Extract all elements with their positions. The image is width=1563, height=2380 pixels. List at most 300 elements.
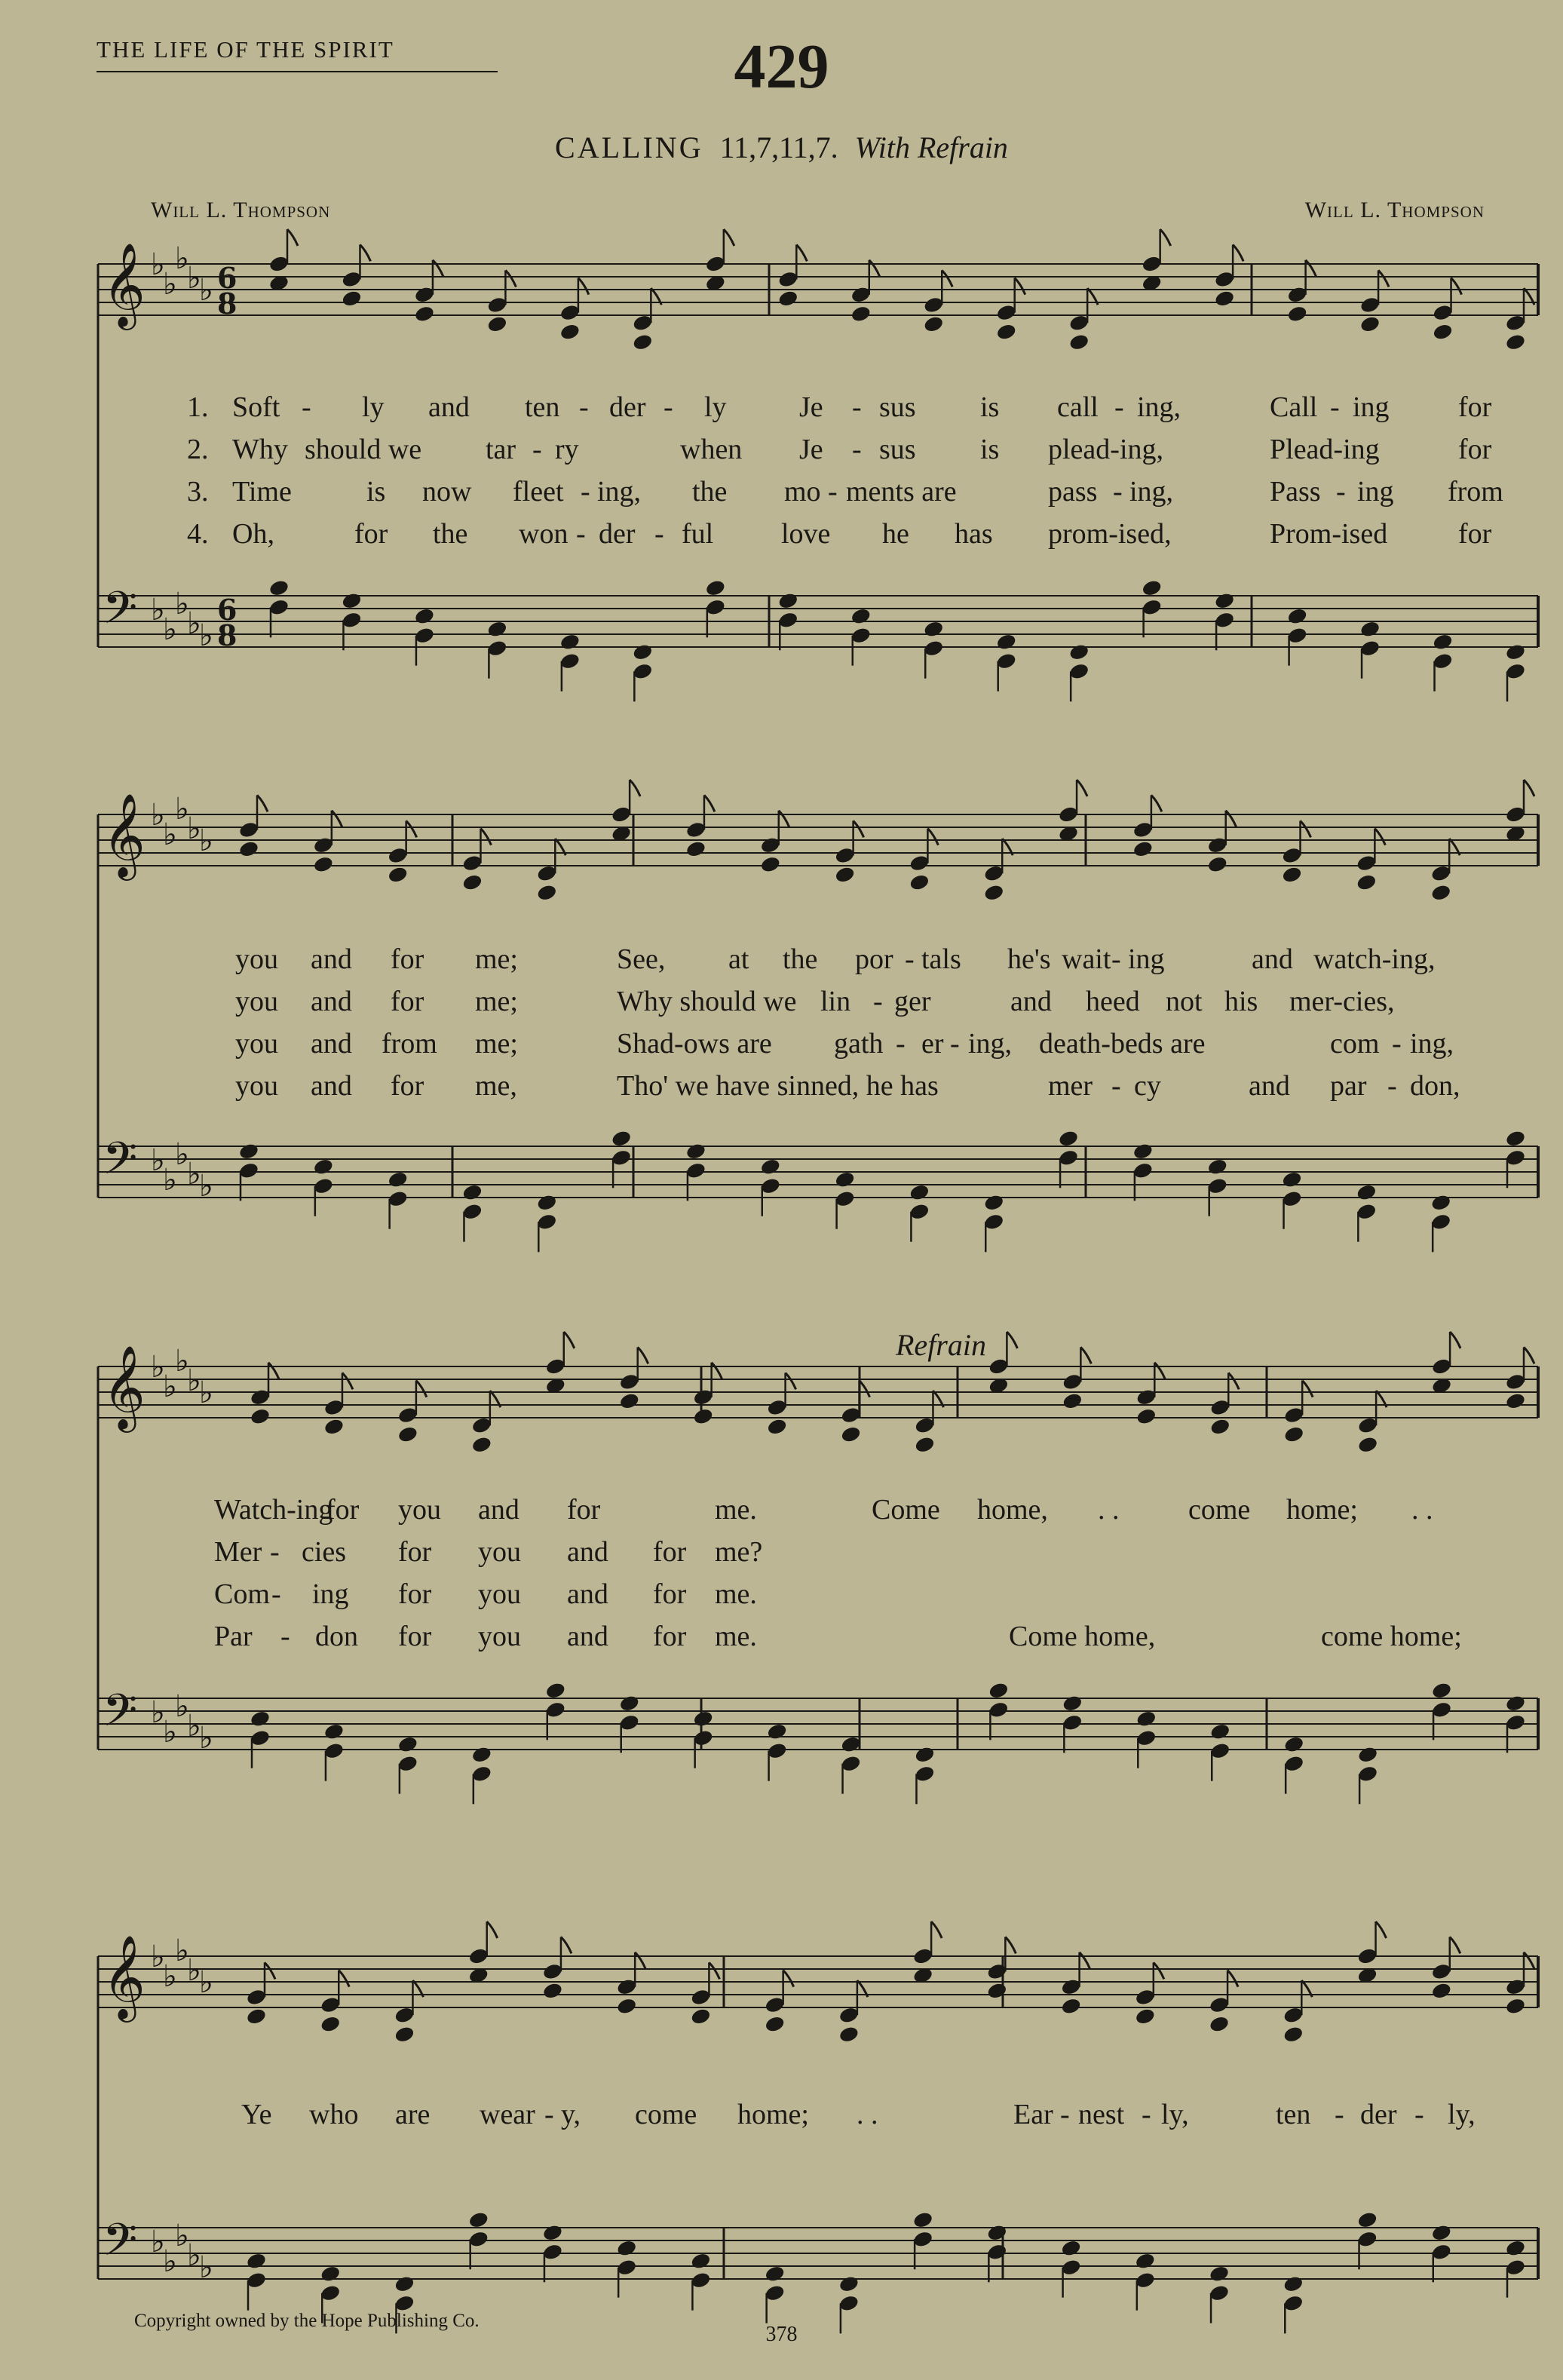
lyric-syllable: . .: [1411, 1494, 1433, 1526]
lyric-syllable: Je: [799, 391, 823, 423]
flat-sign: ♭: [175, 1137, 189, 1172]
lyric-syllable: cy: [1134, 1070, 1161, 1102]
lyric-syllable: -: [581, 476, 590, 508]
lyric-syllable: you: [478, 1536, 521, 1568]
note-flag: [1226, 811, 1237, 827]
notehead: [1068, 643, 1090, 661]
note-flag: [709, 1962, 719, 1979]
note-flag: [1015, 278, 1025, 295]
notehead: [1068, 333, 1090, 351]
lyric-syllable: -: [1336, 476, 1346, 508]
notehead: [1357, 1745, 1379, 1764]
notehead: [690, 2252, 712, 2271]
lyric-syllable: you: [478, 1578, 521, 1610]
notehead: [690, 2007, 712, 2026]
lyric-syllable: sus: [879, 434, 916, 465]
lyric-syllable: Why should we: [617, 986, 797, 1017]
lyric-syllable: -: [654, 518, 664, 550]
lyric-syllable: he: [882, 518, 909, 550]
lyric-syllable: -: [544, 2099, 554, 2130]
lyric-syllable: not: [1166, 986, 1203, 1017]
lyric-syllable: Plead-ing: [1270, 434, 1380, 465]
lyric-syllable: er: [921, 1028, 944, 1060]
note-flag: [265, 1962, 275, 1979]
lyric-syllable: ful: [682, 518, 714, 550]
notehead: [1283, 2025, 1304, 2044]
lyric-syllable: par: [1330, 1070, 1367, 1102]
notehead: [986, 2223, 1008, 2242]
lyric-syllable: and: [1010, 986, 1052, 1017]
notehead: [397, 1735, 419, 1754]
lyric-syllable: -: [1142, 2099, 1151, 2130]
notehead: [909, 873, 930, 892]
notehead: [1505, 1129, 1527, 1148]
flat-sign: ♭: [163, 267, 177, 302]
notehead: [1432, 633, 1454, 652]
verse-number: 3.: [187, 476, 209, 508]
note-flag: [564, 1332, 575, 1348]
notehead: [1359, 315, 1381, 334]
note-flag: [635, 1952, 645, 1969]
note-flag: [783, 1971, 794, 1987]
notehead: [536, 1193, 558, 1212]
note-flag: [1007, 1332, 1017, 1348]
lyric-syllable: home;: [1286, 1494, 1358, 1526]
lyric-syllable: Shad-ows are: [617, 1028, 772, 1060]
note-flag: [1154, 1962, 1164, 1979]
lyric-syllable: come home;: [1321, 1621, 1462, 1652]
notehead: [387, 1170, 409, 1189]
lyric-syllable: -: [873, 986, 883, 1017]
verse-number: 1.: [187, 391, 209, 423]
note-flag: [786, 1372, 796, 1389]
lyric-syllable: -: [950, 1028, 960, 1060]
note-flag: [578, 278, 589, 295]
flat-sign: ♭: [187, 811, 201, 846]
lyric-syllable: lin: [820, 986, 851, 1017]
lyric-syllable: watch-ing,: [1313, 943, 1436, 975]
notehead: [313, 855, 335, 874]
lyric-syllable: and: [567, 1578, 608, 1610]
notehead: [692, 1710, 714, 1728]
notehead: [1357, 1435, 1379, 1454]
notehead: [238, 1142, 260, 1161]
notehead: [1214, 591, 1236, 610]
notehead: [923, 315, 945, 334]
notehead: [840, 1425, 862, 1444]
lyric-syllable: the: [433, 518, 468, 550]
lyric-syllable: you: [235, 943, 278, 975]
flat-sign: ♭: [163, 2244, 177, 2279]
lyric-syllable: -: [1113, 476, 1123, 508]
notehead: [995, 633, 1017, 652]
notehead: [542, 1982, 564, 2001]
lyric-syllable: is: [980, 391, 1000, 423]
notehead: [1135, 1407, 1157, 1426]
flat-sign: ♭: [175, 1344, 189, 1379]
lyric-syllable: See,: [617, 943, 666, 975]
lyric-syllable: mer: [1048, 1070, 1093, 1102]
bass-clef: 𝄢: [103, 1684, 138, 1747]
note-flag: [1077, 780, 1087, 796]
lyric-syllable: Come home,: [1009, 1621, 1156, 1652]
meter: 11,7,11,7.: [719, 130, 838, 164]
flat-sign: ♭: [187, 261, 201, 296]
lyric-syllable: tar: [486, 434, 516, 465]
note-flag: [1451, 278, 1462, 295]
notehead: [764, 2265, 786, 2283]
lyric-syllable: for: [398, 1621, 432, 1652]
lyric-syllable: and: [428, 391, 470, 423]
lyric-syllable: come: [635, 2099, 697, 2130]
lyric-syllable: when: [680, 434, 743, 465]
flat-sign: ♭: [151, 247, 165, 282]
notehead: [461, 1183, 483, 1202]
lyric-syllable: from: [1448, 476, 1503, 508]
notehead: [1281, 1170, 1303, 1189]
notehead: [1058, 1129, 1080, 1148]
notehead: [759, 855, 781, 874]
notehead: [1430, 883, 1452, 902]
notehead: [834, 866, 856, 885]
lyric-syllable: -: [280, 1621, 290, 1652]
lyric-syllable: Com: [214, 1578, 270, 1610]
flat-sign: ♭: [187, 2238, 201, 2273]
notehead: [323, 1418, 345, 1437]
notehead: [559, 323, 581, 342]
lyric-syllable: y,: [561, 2099, 581, 2130]
lyric-syllable: Come: [872, 1494, 940, 1526]
lyric-syllable: ry: [555, 434, 579, 465]
flat-sign: ♭: [151, 1940, 165, 1974]
lyric-syllable: -: [852, 434, 862, 465]
lyric-syllable: -: [896, 1028, 906, 1060]
notehead: [1132, 1142, 1154, 1161]
notehead: [467, 2210, 489, 2229]
note-flag: [342, 1372, 353, 1389]
note-flag: [1378, 270, 1389, 287]
notehead: [268, 578, 290, 597]
lyric-syllable: ing,: [597, 476, 642, 508]
notehead: [685, 1142, 707, 1161]
note-flag: [869, 260, 880, 277]
note-flag: [257, 795, 268, 811]
lyric-syllable: is: [980, 434, 1000, 465]
lyric-syllable: ten: [525, 391, 560, 423]
flat-sign: ♭: [199, 1169, 213, 1204]
note-flag: [1524, 1347, 1534, 1363]
lyric-syllable: and: [311, 986, 352, 1017]
flat-sign: ♭: [151, 798, 165, 833]
notehead: [685, 840, 707, 859]
notehead: [320, 2015, 342, 2034]
note-flag: [1306, 260, 1316, 277]
flat-sign: ♭: [175, 587, 189, 621]
lyric-syllable: Watch-ing: [214, 1494, 333, 1526]
lyric-syllable: love: [781, 518, 831, 550]
lyric-syllable: you: [478, 1621, 521, 1652]
lyric-syllable: Oh,: [232, 518, 274, 550]
bass-clef: 𝄢: [103, 581, 138, 645]
lyric-syllable: won: [519, 518, 569, 550]
tune-name: CALLING: [555, 130, 703, 164]
treble-clef: 𝄞: [103, 242, 146, 327]
lyric-syllable: cies: [302, 1536, 347, 1568]
note-flag: [854, 820, 864, 837]
flat-sign: ♭: [163, 817, 177, 852]
notehead: [1430, 1982, 1452, 2001]
notehead: [250, 1710, 271, 1728]
lyric-syllable: -: [270, 1536, 280, 1568]
lyric-syllable: and: [311, 943, 352, 975]
lyric-syllable: for: [398, 1578, 432, 1610]
notehead: [1505, 1392, 1527, 1411]
lyric-syllable: heed: [1086, 986, 1140, 1017]
notehead: [1286, 305, 1308, 324]
notehead: [1209, 1418, 1231, 1437]
lyric-syllable: -: [579, 391, 589, 423]
lyric-syllable: should we: [305, 434, 422, 465]
lyric-syllable: Why: [232, 434, 288, 465]
notehead: [616, 2239, 638, 2258]
flat-sign: ♭: [199, 2250, 213, 2285]
note-flag: [487, 1921, 498, 1938]
notehead: [766, 1418, 788, 1437]
section-title: THE LIFE OF THE SPIRIT: [97, 36, 394, 63]
refrain-label: Refrain: [896, 1328, 986, 1362]
note-flag: [1233, 244, 1243, 261]
notehead: [250, 1407, 271, 1426]
music-credit: Will L. Thompson: [1304, 198, 1485, 222]
note-flag: [1375, 829, 1385, 845]
lyric-syllable: his: [1224, 986, 1258, 1017]
flat-sign: ♭: [175, 1689, 189, 1724]
notehead: [1209, 2015, 1230, 2034]
note-flag: [1080, 1347, 1091, 1363]
notehead: [536, 883, 558, 902]
notehead: [1283, 1425, 1305, 1444]
notehead: [705, 578, 727, 597]
flat-sign: ♭: [163, 1715, 177, 1750]
notehead: [341, 591, 363, 610]
time-signature-top: 6: [217, 593, 238, 627]
note-flag: [1524, 1952, 1534, 1969]
lyric-syllable: ten: [1276, 2099, 1311, 2130]
lyric-syllable: you: [398, 1494, 441, 1526]
notehead: [1356, 1183, 1378, 1202]
lyric-syllable: Mer: [214, 1536, 262, 1568]
note-flag: [339, 1971, 349, 1987]
page-number: 378: [765, 2323, 798, 2346]
lyric-syllable: Je: [799, 434, 823, 465]
note-flag: [1302, 1381, 1313, 1397]
notehead: [914, 1435, 936, 1454]
lyric-syllable: the: [783, 943, 818, 975]
lyric-syllable: mo: [784, 476, 821, 508]
note-flag: [724, 229, 734, 246]
note-flag: [1154, 1363, 1165, 1379]
lyric-syllable: -: [905, 943, 915, 975]
flat-sign: ♭: [175, 792, 189, 827]
notehead: [632, 643, 654, 661]
lyric-syllable: -: [1114, 391, 1124, 423]
notehead: [616, 1997, 638, 2016]
note-flag: [1524, 780, 1534, 796]
lyric-syllable: ger: [894, 986, 931, 1017]
bass-clef: 𝄢: [103, 1132, 138, 1195]
notehead: [1206, 855, 1228, 874]
lyric-syllable: Call: [1270, 391, 1318, 423]
lyric-syllable: sus: [879, 391, 916, 423]
lyric-syllable: . .: [1098, 1494, 1120, 1526]
lyric-syllable: me;: [475, 986, 518, 1017]
notehead: [341, 290, 363, 308]
lyric-syllable: der: [609, 391, 646, 423]
lyric-syllable: -: [1111, 1070, 1121, 1102]
flat-sign: ♭: [175, 241, 189, 276]
notehead: [471, 1745, 493, 1764]
notehead: [246, 2252, 268, 2271]
lyric-syllable: ing: [1353, 391, 1390, 423]
flat-sign: ♭: [151, 1695, 165, 1730]
note-flag: [704, 795, 715, 811]
notehead: [914, 1745, 936, 1764]
lyric-syllable: pass: [1048, 476, 1098, 508]
lyric-syllable: who: [309, 2099, 359, 2130]
lyric-syllable: . .: [857, 2099, 878, 2130]
note-flag: [406, 820, 417, 837]
lyric-syllable: are: [395, 2099, 431, 2130]
lyric-syllable: at: [728, 943, 749, 975]
note-flag: [779, 811, 789, 827]
lyric-syllable: ing,: [968, 1028, 1013, 1060]
lyric-syllable: plead-ing,: [1048, 434, 1164, 465]
lyric-syllable: you: [235, 1028, 278, 1060]
lyric-syllable: ing,: [1410, 1028, 1454, 1060]
notehead: [486, 620, 508, 639]
words-credit: Will L. Thompson: [151, 198, 331, 222]
note-flag: [332, 811, 342, 827]
lyric-syllable: don,: [1410, 1070, 1460, 1102]
note-flag: [712, 1363, 722, 1379]
notehead: [559, 633, 581, 652]
note-flag: [360, 244, 370, 261]
notehead: [394, 2274, 415, 2293]
lyric-syllable: and: [567, 1621, 608, 1652]
lyric-syllable: ing: [1357, 476, 1394, 508]
flat-sign: ♭: [151, 1143, 165, 1178]
lyric-syllable: mer-cies,: [1289, 986, 1395, 1017]
note-flag: [480, 829, 491, 845]
lyric-syllable: Time: [232, 476, 292, 508]
lyric-syllable: and: [478, 1494, 519, 1526]
lyric-syllable: me.: [715, 1621, 757, 1652]
lyric-syllable: ly,: [1161, 2099, 1189, 2130]
flat-sign: ♭: [151, 593, 165, 627]
flat-sign: ♭: [175, 2219, 189, 2253]
lyric-syllable: death-beds are: [1039, 1028, 1206, 1060]
notehead: [983, 1193, 1005, 1212]
notehead: [397, 1425, 419, 1444]
lyric-syllable: for: [567, 1494, 601, 1526]
note-flag: [1450, 1332, 1460, 1348]
lyric-syllable: call: [1057, 391, 1099, 423]
notehead: [986, 1982, 1008, 2001]
note-flag: [1376, 1921, 1387, 1938]
time-signature-top: 6: [217, 261, 238, 295]
treble-clef: 𝄞: [103, 1934, 146, 2019]
notehead: [1132, 840, 1154, 859]
flat-sign: ♭: [163, 612, 177, 647]
notehead: [1432, 323, 1454, 342]
notehead: [988, 1681, 1010, 1700]
lyric-syllable: me.: [715, 1578, 757, 1610]
lyric-syllable: now: [422, 476, 472, 508]
notehead: [618, 1694, 640, 1713]
lyric-syllable: -: [1111, 943, 1121, 975]
lyric-syllable: me?: [715, 1536, 763, 1568]
lyric-syllable: from: [382, 1028, 437, 1060]
lyric-syllable: ing: [1128, 943, 1165, 975]
notehead: [471, 1435, 493, 1454]
lyric-syllable: -: [664, 391, 673, 423]
flat-sign: ♭: [187, 1363, 201, 1398]
lyric-syllable: Par: [214, 1621, 253, 1652]
lyric-syllable: tals: [921, 943, 961, 975]
lyric-syllable: ly: [704, 391, 727, 423]
notehead: [1505, 1694, 1527, 1713]
notehead: [983, 883, 1005, 902]
lyric-syllable: -: [532, 434, 542, 465]
lyric-syllable: prom-ised,: [1048, 518, 1172, 550]
lyric-syllable: for: [398, 1536, 432, 1568]
notehead: [692, 1407, 714, 1426]
notehead: [912, 2210, 934, 2229]
note-flag: [630, 780, 640, 796]
treble-clef: 𝄞: [103, 793, 146, 877]
note-flag: [416, 1381, 427, 1397]
lyric-syllable: me;: [475, 1028, 518, 1060]
notehead: [850, 305, 872, 324]
note-flag: [287, 229, 298, 246]
lyric-syllable: is: [366, 476, 386, 508]
treble-clef: 𝄞: [103, 1345, 146, 1429]
notehead: [1060, 1997, 1082, 2016]
lyric-syllable: me;: [475, 943, 518, 975]
lyric-syllable: you: [235, 986, 278, 1017]
note-flag: [1228, 1372, 1239, 1389]
note-flag: [927, 829, 938, 845]
lyric-syllable: for: [653, 1621, 687, 1652]
note-flag: [796, 244, 807, 261]
notehead: [1356, 873, 1378, 892]
notehead: [1060, 2239, 1082, 2258]
lyric-syllable: for: [391, 943, 424, 975]
lyric-syllable: ly: [362, 391, 385, 423]
notehead: [1430, 1193, 1452, 1212]
lyric-syllable: and: [567, 1536, 608, 1568]
notehead: [1356, 2210, 1378, 2229]
notehead: [461, 873, 483, 892]
notehead: [1431, 1681, 1453, 1700]
notehead: [246, 2007, 268, 2026]
lyric-syllable: don: [315, 1621, 358, 1652]
note-flag: [1450, 1937, 1460, 1953]
lyric-syllable: Prom-ised: [1270, 518, 1388, 550]
notehead: [544, 1681, 566, 1700]
lyric-syllable: der: [599, 518, 636, 550]
note-flag: [268, 1363, 279, 1379]
